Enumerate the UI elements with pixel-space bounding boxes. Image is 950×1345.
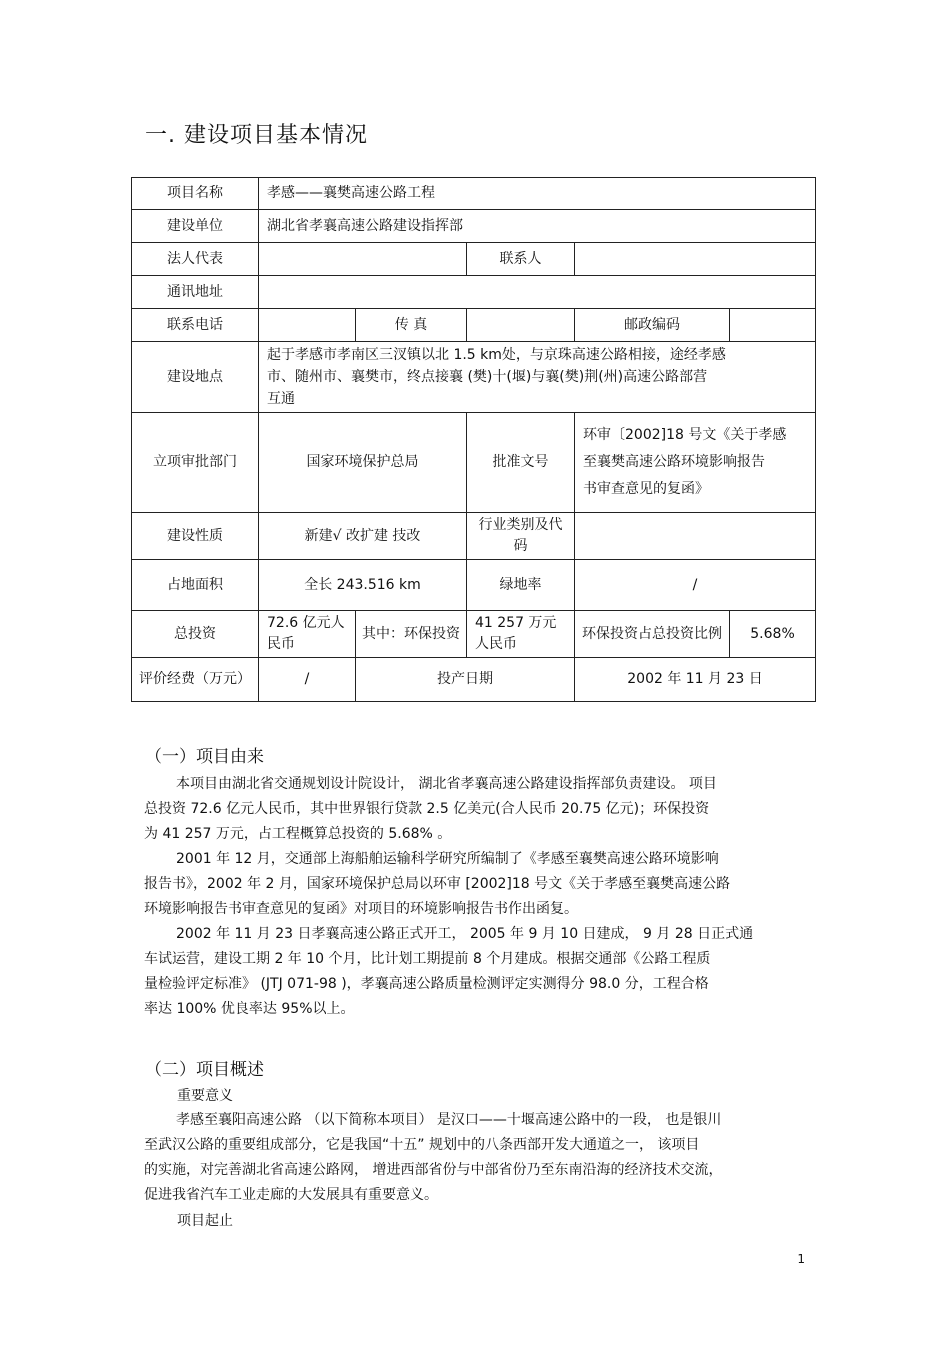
value-postcode <box>730 309 816 342</box>
label-eval-cost: 评价经费（万元） <box>132 658 259 702</box>
project-info-table <box>131 177 816 702</box>
value-project-name: 孝感——襄樊高速公路工程 <box>259 178 816 210</box>
table-row <box>132 658 816 702</box>
value-area: 全长 243.516 km <box>259 560 467 611</box>
section-heading: （一）项目由来 <box>145 747 264 767</box>
value-phone <box>259 309 356 342</box>
text-line: 至武汉公路的重要组成部分，它是我国“十五” 规划中的八条西部开发大通道之一， 该项目 <box>144 1137 700 1153</box>
section1-paragraphs <box>144 772 804 1022</box>
section-heading: （二）项目概述 <box>145 1060 264 1080</box>
label-phone: 联系电话 <box>132 309 259 342</box>
table-row <box>132 342 816 413</box>
text-line: 环境影响报告书审查意见的复函》对项目的环境影响报告书作出函复。 <box>144 901 578 917</box>
label-total-investment: 总投资 <box>132 611 259 658</box>
value-build-type: 新建√ 改扩建 技改 <box>259 513 467 560</box>
approval-doc-line: 环审〔2002]18 号文《关于孝感 <box>583 427 787 443</box>
approval-doc-line: 至襄樊高速公路环境影响报告 <box>583 454 765 470</box>
value-fax <box>467 309 575 342</box>
label-fax: 传 真 <box>356 309 467 342</box>
text-line: 总投资 72.6 亿元人民币，其中世界银行贷款 2.5 亿美元(合人民币 20.75 亿元)；环保投资 <box>144 801 710 817</box>
label-area: 占地面积 <box>132 560 259 611</box>
text-line: 2002 年 11 月 23 日孝襄高速公路正式开工， 2005 年 9 月 10 日建成， 9 月 28 日正式通 <box>176 926 754 942</box>
label-industry: 行业类别及代码 <box>467 513 575 560</box>
table-row <box>132 210 816 243</box>
value-approval-doc <box>575 413 816 513</box>
label-approval-doc: 批准文号 <box>467 413 575 513</box>
value-location <box>259 342 816 413</box>
label-contact: 联系人 <box>467 243 575 276</box>
label-start-date: 投产日期 <box>356 658 575 702</box>
value-contact <box>575 243 816 276</box>
label-build-type: 建设性质 <box>132 513 259 560</box>
label-address: 通讯地址 <box>132 276 259 309</box>
text-line: 报告书》，2002 年 2 月，国家环境保护总局以环审 [2002]18 号文《关于孝感至襄樊高速公路 <box>144 876 731 892</box>
page-title: 一. 建设项目基本情况 <box>145 123 368 148</box>
value-eval-cost: / <box>259 658 356 702</box>
value-env-ratio: 5.68% <box>730 611 816 658</box>
value-legal-rep <box>259 243 467 276</box>
value-builder: 湖北省孝襄高速公路建设指挥部 <box>259 210 816 243</box>
table-row <box>132 178 816 210</box>
label-approval-dept: 立项审批部门 <box>132 413 259 513</box>
value-env-investment: 41 257 万元人民币 <box>467 611 575 658</box>
table-row <box>132 243 816 276</box>
table-row <box>132 611 816 658</box>
label-env-investment: 其中：环保投资 <box>356 611 467 658</box>
text-line: 的实施，对完善湖北省高速公路网， 增进西部省份与中部省份乃至东南沿海的经济技术交流， <box>144 1162 723 1178</box>
text-line: 率达 100% 优良率达 95%以上。 <box>144 1001 355 1017</box>
label-project-name: 项目名称 <box>132 178 259 210</box>
location-line: 市、随州市、襄樊市，终点接襄 (樊)十(堰)与襄(樊)荆(州)高速公路部营 <box>267 369 708 385</box>
table-row <box>132 413 816 513</box>
text-line: 促进我省汽车工业走廊的大发展具有重要意义。 <box>144 1187 438 1203</box>
approval-doc-line: 书审查意见的复函》 <box>583 481 709 497</box>
value-start-date: 2002 年 11 月 23 日 <box>575 658 816 702</box>
text-line: 2001 年 12 月，交通部上海船舶运输科学研究所编制了《孝感至襄樊高速公路环境影响 <box>176 851 719 867</box>
label-location: 建设地点 <box>132 342 259 413</box>
text-line: 本项目由湖北省交通规划设计院设计， 湖北省孝襄高速公路建设指挥部负责建设。 项目 <box>176 776 717 792</box>
page-number: 1 <box>797 1252 805 1266</box>
value-total-investment: 72.6 亿元人民币 <box>259 611 356 658</box>
label-green-rate: 绿地率 <box>467 560 575 611</box>
section2-paragraphs <box>144 1108 804 1208</box>
label-env-ratio: 环保投资占总投资比例 <box>575 611 730 658</box>
label-builder: 建设单位 <box>132 210 259 243</box>
text-line: 为 41 257 万元，占工程概算总投资的 5.68% 。 <box>144 826 452 842</box>
value-green-rate: / <box>575 560 816 611</box>
text-line: 车试运营，建设工期 2 年 10 个月，比计划工期提前 8 个月建成。根据交通部《公路工程质 <box>144 951 711 967</box>
label-legal-rep: 法人代表 <box>132 243 259 276</box>
text-line: 孝感至襄阳高速公路 （以下简称本项目） 是汉口——十堰高速公路中的一段， 也是银川 <box>176 1112 722 1128</box>
table-row <box>132 513 816 560</box>
text-line: 量检验评定标准》 (JTJ 071-98 )，孝襄高速公路质量检测评定实测得分 98.0 分，工程合格 <box>144 976 709 992</box>
location-line: 起于孝感市孝南区三汊镇以北 1.5 km处，与京珠高速公路相接，途经孝感 <box>267 347 726 363</box>
value-industry <box>575 513 816 560</box>
label-postcode: 邮政编码 <box>575 309 730 342</box>
table-row <box>132 560 816 611</box>
subheading-importance: 重要意义 <box>177 1088 233 1104</box>
subheading-scope: 项目起止 <box>177 1213 233 1229</box>
value-approval-dept: 国家环境保护总局 <box>259 413 467 513</box>
table-row <box>132 276 816 309</box>
value-address <box>259 276 816 309</box>
location-line: 互通 <box>267 391 295 407</box>
table-row <box>132 309 816 342</box>
